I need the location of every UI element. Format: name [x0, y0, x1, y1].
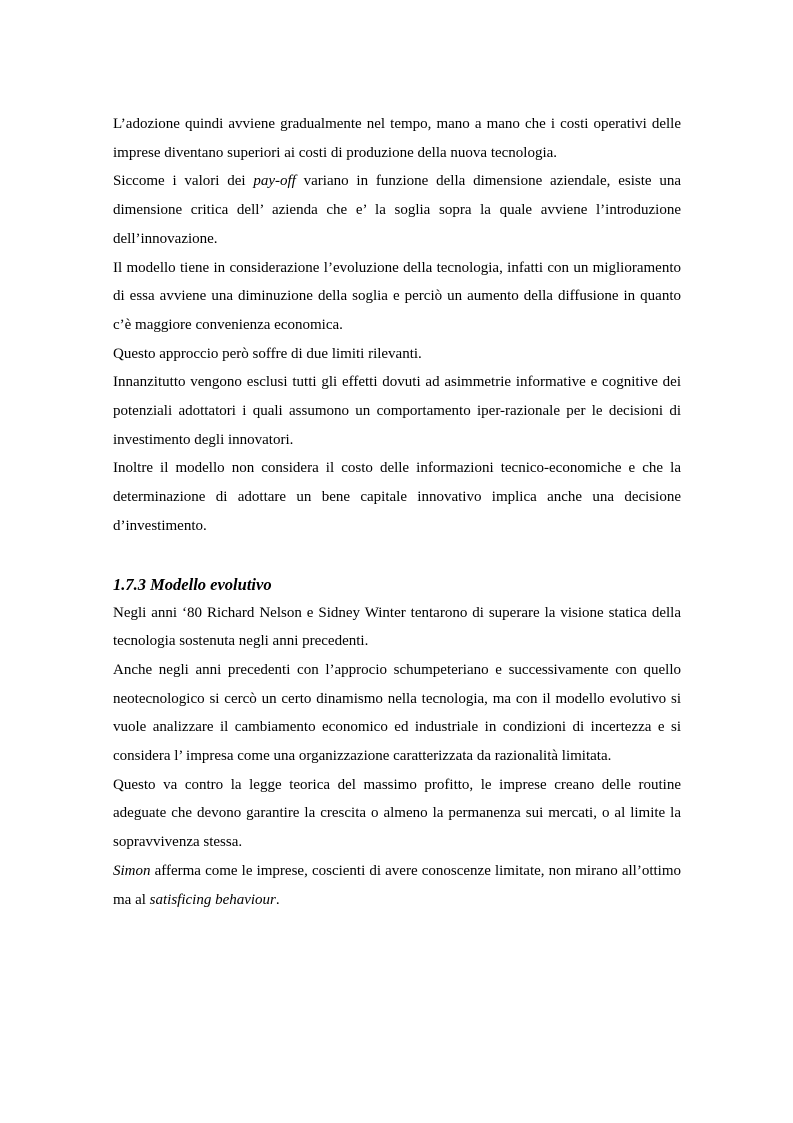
section-spacer	[113, 541, 681, 571]
text-run: Inoltre il modello non considera il costo delle informazioni tecnico-economiche e che la determinazione di adottare un bene capitale innovativo implica anche una decisione d’investimento.	[113, 460, 681, 534]
body-text-bottom	[113, 599, 681, 915]
section-heading: 1.7.3 Modello evolutivo	[113, 574, 272, 594]
text-run: Il modello tiene in considerazione l’evoluzione della tecnologia, infatti con un miglioramento di essa avviene una diminuzione della soglia e perciò un aumento della diffusione in quanto c’è maggiore convenienza economica.	[113, 259, 681, 333]
body-text-top	[113, 110, 681, 541]
text-run: Questo approccio però soffre di due limiti rilevanti.	[113, 345, 422, 362]
paragraph	[113, 368, 681, 454]
text-run: Innanzitutto vengono esclusi tutti gli effetti dovuti ad asimmetrie informative e cognitive dei potenziali adottatori i quali assumono un comportamento iper-razionale per le decisioni di investimento degli innovatori.	[113, 374, 681, 448]
text-run: variano in funzione della dimensione aziendale, esiste una dimensione critica dell’ azienda che e’ la soglia sopra la quale avviene l’introduzione dell’innovazione.	[113, 173, 681, 247]
paragraph	[113, 599, 681, 656]
paragraph	[113, 857, 681, 914]
paragraph	[113, 254, 681, 340]
text-run: Questo va contro la legge teorica del massimo profitto, le imprese creano delle routine adeguate che devono garantire la crescita o almeno la permanenza sui mercati, o al limite la sopravvivenza stessa.	[113, 776, 681, 851]
text-run: .	[275, 891, 280, 908]
text-run: Anche negli anni precedenti con l’approcio schumpeteriano e successivamente con quello neotecnologico si cercò un certo dinamismo nella tecnologia, ma con il modello evolutivo si vuole analizzare il cambiamento economico ed industriale in condizioni di incertezza e si considera l’ impresa come una organizzazione caratterizzata da razionalità limitata.	[113, 661, 681, 765]
document-page	[113, 110, 681, 914]
italic-text: satisficing behaviour	[149, 891, 276, 908]
text-run: afferma come le imprese, coscienti di avere conoscenze limitate, non mirano all’ottimo ma al	[113, 862, 681, 908]
paragraph	[113, 167, 681, 253]
text-run: Negli anni ‘80 Richard Nelson e Sidney Winter tentarono di superare la visione statica della tecnologia sostenuta negli anni precedenti.	[113, 604, 681, 650]
paragraph	[113, 771, 681, 857]
paragraph	[113, 454, 681, 540]
paragraph	[113, 340, 681, 369]
paragraph	[113, 656, 681, 771]
italic-text: pay-off	[253, 173, 296, 190]
paragraph	[113, 110, 681, 167]
italic-text: Simon	[113, 862, 151, 879]
text-run: Siccome i valori dei	[113, 173, 254, 190]
text-run: L’adozione quindi avviene gradualmente nel tempo, mano a mano che i costi operativi delle imprese diventano superiori ai costi di produzione della nuova tecnologia.	[113, 116, 681, 161]
